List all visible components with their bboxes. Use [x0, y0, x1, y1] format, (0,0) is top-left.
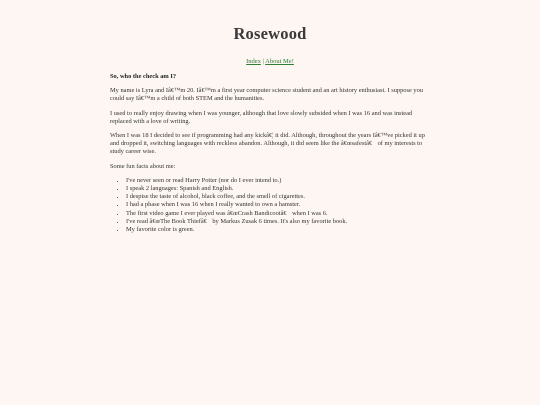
list-item: • I've never seen or read Harry Potter (nor do I ever intend to.) [126, 177, 430, 185]
drawing-paragraph: I used to really enjoy drawing when I was younger, although that love slowly subsided when I was 16 and was instead replaced with a love of writing. [110, 109, 413, 125]
nav-bar [110, 58, 430, 66]
list-item: • I've read â€œThe Book Thiefâ€ by Markus Zusak 6 times. It's also my favorite book. [126, 218, 430, 226]
intro-paragraph: My name is Lyra and Iâ€™m 20. Iâ€™m a first year computer science student and an art history enthusiast. I suppose you could say Iâ€™m a child of both STEM and the humanities. [110, 87, 423, 103]
nav-link-index[interactable]: Index [246, 58, 261, 65]
list-item: • My favorite color is green. [126, 226, 430, 234]
programming-paragraph: When I was 18 I decided to see if programming had any kickâ€¦ it did. Although, throughout the years Iâ€™ve picked it up and dropped it, switching languages with reckless abandon. Although, it did seem like the â€œsafestâ€ of my interests to study career wise. [110, 132, 425, 156]
list-item: • The first video game I ever played was â€œCrash Bandicootâ€ when I was 6. [126, 210, 430, 218]
about-heading: So, who the check am I? [110, 73, 177, 80]
list-item: • I despise the taste of alcohol, black coffee, and the smell of cigarettes. [126, 193, 430, 201]
nav-link-about[interactable]: About Me! [265, 58, 294, 65]
list-item: • I had a phase when I was 16 when I really wanted to own a hamster. [126, 201, 430, 209]
about-section [110, 73, 430, 234]
fun-facts-list [110, 177, 430, 234]
page-container [110, 0, 430, 234]
nav-separator: | [262, 58, 264, 65]
fun-facts-intro: Some fun facts about me: [110, 162, 176, 170]
list-item: • I speak 2 languages: Spanish and English. [126, 185, 430, 193]
site-title: Rosewood [233, 24, 307, 43]
